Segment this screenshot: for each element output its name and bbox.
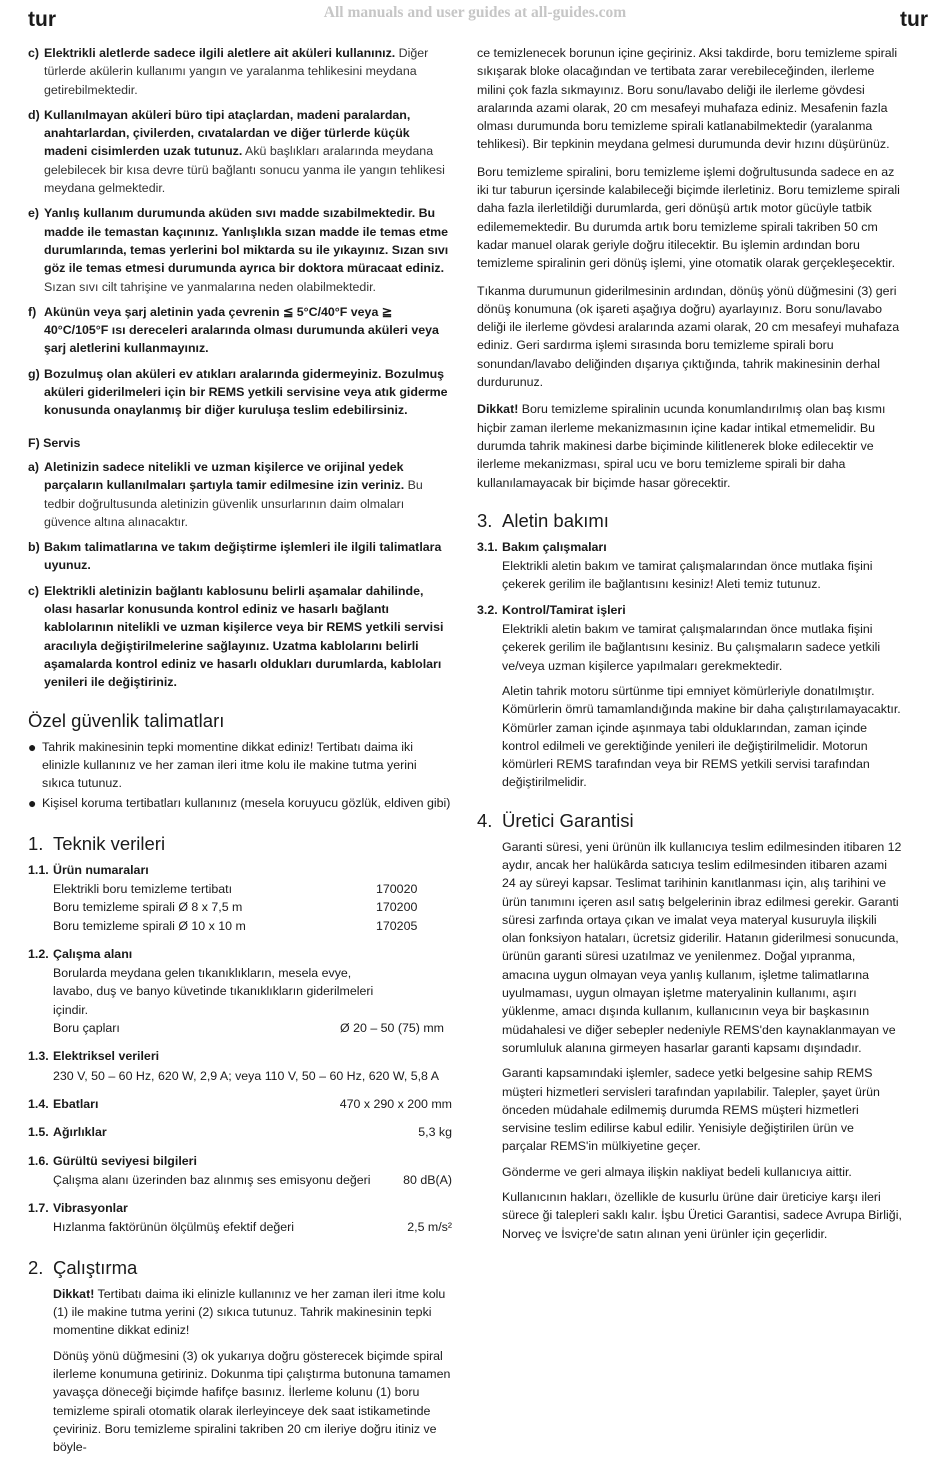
operation-paragraph: Tıkanma durumunun giderilmesinin ardından, dönüş yönü düğmesini (3) geri dönüş konumuna (ok işareti aşağıya doğru) ayarlayınız. Boru sonu/lavabo deliği ile ilerleme gövdesi aralarında azami olarak, 20 cm mesafeyi muhafaza ediniz. Geri sardırma işlemi sırasında boru temizleme spirali boru sonundan/lavabo deliğinden dışarıya çıktığında, tahrik makinesinin derhal durdurunuz. <box>477 283 900 390</box>
service-list <box>28 458 452 692</box>
item-letter: c) <box>28 583 40 598</box>
safety-bullet: ● Tahrik makinesinin tepki momentine dikkat ediniz! Tertibatı daima iki elinizle kullanınız ve her zaman ileri itme kolu ile makine tutma yerini sıkıca tutunuz. <box>28 738 452 793</box>
operation-paragraph: Dönüş yönü düğmesini (3) ok yukarıya doğru gösterecek biçimde spiral ilerleme konumuna getiriniz. Dokunma tipi çalıştırma butonuna tamamen yavaşça döneceği biçimde hafifçe basınız. İlerleme kolunu (1) boru temizleme spirali otomatik olarak ilerleyinceye dek saat istikametinde çeviriniz. Boru temizleme spiralini takriben 20 cm ileriye doğru itiniz ve böyle- <box>53 1348 451 1455</box>
product-numbers-heading: 1.1. Ürün numaraları <box>28 862 149 877</box>
maintenance-heading: 3. Aletin bakımı <box>477 509 609 531</box>
product-row: Elektrikli boru temizleme tertibatı 170020 <box>53 881 418 896</box>
service-heading: F) Servis <box>28 435 81 450</box>
dimensions-row: 1.4. Ebatları 470 x 290 x 200 mm <box>28 1096 452 1111</box>
item-normal-text: Akü başlıkları aralarında meydana gelebilecek bir kısa devre türü bağlantı sonucu yanma ile yangın tehlikesi meydana gelmektedir. <box>44 144 445 196</box>
instruction-item <box>28 303 452 358</box>
instruction-item <box>28 582 452 692</box>
item-bold-text: Elektrikli aletlerde sadece ilgili aletlere ait aküleri kullanınız. <box>44 46 396 60</box>
item-bold-text: Kullanılmayan aküleri büro tipi ataçlardan, madeni paralardan, anahtarlardan, çivilerden, cıvatalardan ve diğer türlerde küçük madeni cisimlerden uzak tutunuz. <box>44 107 411 159</box>
work-area-heading: 1.2. Çalışma alanı <box>28 946 133 961</box>
right-column <box>477 44 902 1250</box>
operation-paragraph: Boru temizleme spiralini, boru temizleme işlemi doğrultusunda sadece en az iki tur taburun içersinde kalabileceği biçimde ilerletiniz. Boru temizleme spirali daha fazla ilerletildiği durumlarda, geri dönüşü artık motor gücüyle tatbik edilememektedir. Bu durumda artık boru temizleme spirali takriben 50 cm kadar manuel olarak geriyle doğru itilecektir. Bu işlemin ardından boru temizleme spiralinin geri dönüş işlemi, yine otomatik olarak gerçekleşecektir. <box>477 164 900 271</box>
instruction-item <box>28 538 452 575</box>
item-bold-text: Akünün veya şarj aletinin yada çevrenin ≦ 5°C/40°F veya ≧ 40°C/105°F ısı dereceleri aralarında olması durumunda aküleri veya şarj aletlerini kullanmayınız. <box>44 304 439 356</box>
operation-paragraph: Dikkat! Boru temizleme spiralinin ucunda konumlandırılmış olan baş kısmı hiçbir zaman ilerleme mekanizmasının içine kadar intikal etmemelidir. Bu durumda tahrik makinesi darbe biçiminde kilitlenerek bloke edilecektir ve ilerleme mekanizması, spiral ucu ve boru temizleme spirali bir daha kullanılamayacak bir biçimde hasar görecektir. <box>477 402 886 490</box>
instruction-item <box>28 365 452 420</box>
item-normal-text: Sızan sıvı cilt tahrişine ve yanmalarına neden olabilmektedir. <box>44 279 376 294</box>
tech-heading: 1. Teknik verileri <box>28 832 166 854</box>
item-letter: a) <box>28 459 40 474</box>
item-bold-text: Bozulmuş olan aküleri ev atıkları aralarında gidermeyiniz. Bozulmuş aküleri giderilmeleri için bir REMS yetkili servisine veya atık giderme konusunda onaylanmış bir diğer kuruluşa teslim edebilirsiniz. <box>44 366 448 418</box>
operation-paragraph: ce temizlenecek borunun içine geçiriniz. Aksi takdirde, boru temizleme spirali sıkışarak bloke olacağından ve tertibata zarar verebileceğinden, ilerleme milini çok fazla sıkmayınız. Boru sonu/lavabo deliği ile ilerleme gövdesi aralarında azami olarak, 20 cm mesafeyi muhafaza ediniz. Mesafenin fazla olması durumunda boru temizleme spirali katlanabilmektedir (yaralanma tehlikesi). Bir tepkinin meydana gelmesi durumunda devir hızını düşürünüz. <box>477 46 898 152</box>
item-normal-text: Diğer türlerde akülerin kullanımı yangın ve yaralanma tehlikesini meydana getirebilmektedir. <box>44 46 429 97</box>
operation-paragraph: Dikkat! Tertibatı daima iki elinizle kullanınız ve her zaman ileri itme kolu (1) ile makine tutma yerini (2) sıkıca tutunuz. Tahrik makinesinin tepki momentine dikkat ediniz! <box>53 1286 446 1338</box>
warranty-paragraph: Garanti süresi, yeni ürünün ilk kullanıcıya teslim edilmesinden itibaren 12 aydır, ancak her halükârda satıcıya teslim edilmesinden itibaren azami 24 ay süreyi kapsar. Teslimat tarihinin kanıtlanması için, alış tarihini ve ürün tanımını içeren asıl satış belgelerinin ibraz edilmesi gerekir. Garanti süresi zarfında ortaya çıkan ve imalat veya materyal kusuruyla ilişkili olan fonksiyon hataları, ücretsiz giderilir. Hatanın giderilmesi sonucunda, ürünün garanti süresi uzatılmaz ve yenilenmez. Doğal yıpranma, amacına uygun olmayan veya yanlış kullanım, işletme talimatlarına uyulmaması, uygun olmayan işletme materyalinin kullanımı, aşırı yüklenme, amacı dışında kullanım, kullanıcının veya bir başkasının müdahalesi ve diğer sebepler nedeniyle REMS'den kaynaklanmayan ve sorumluluk alanına girmeyen hasarlar garanti kapsamı dışındadır. <box>502 839 902 1055</box>
maintenance-work-heading: 3.1. Bakım çalışmaları <box>477 539 607 554</box>
warranty-paragraph: Gönderme ve geri almaya ilişkin nakliyat bedeli kullanıcıya aittir. <box>502 1164 852 1179</box>
item-bold-text: Elektrikli aletinizin bağlantı kablosunu belirli aşamalar dahilinde, olası hasarlar konusunda kontrol ediniz ve hasarlı bağlantı kablolarının nitelikli ve uzman kişilerce veya bir REMS yetkili servisi aracılıyla değiştirilmelerine sağlayınız. Uzatma kablolarını belirli aşamalarda kontrol ediniz ve hasarlı oldukları durumlarda, kabloları yenileri ile değiştiriniz. <box>44 583 444 690</box>
item-bold-text: Yanlış kullanım durumunda aküden sıvı madde sızabilmektedir. Bu madde ile temastan kaçınınız. Yanlışlıkla sızan madde ile temas etme durumlarında, temas yerlerini bol miktarda su ile yıkayınız. Sızan sıvı göz ile temas etmesi durumunda ayrıca bir doktora müracaat ediniz. <box>44 206 449 276</box>
bullet-icon: ● <box>28 795 37 812</box>
safety-bullet: ● Kişisel koruma tertibatları kullanınız (mesela koruyucu gözlük, eldiven gibi) <box>28 795 451 812</box>
work-area-text: Borularda meydana gelen tıkanıklıkların, mesela evye, lavabo, duş ve banyo küvetinde tıkanıklıkların giderilmeleri içindir. <box>53 966 374 1017</box>
left-column <box>28 44 452 1463</box>
vibration-heading: 1.7. Vibrasyonlar <box>28 1201 128 1216</box>
maintenance-text: Elektrikli aletin bakım ve tamirat çalışmalarından önce mutlaka fişini çekerek gerilim ile bağlantısını kesiniz! Aleti temiz tutunuz. <box>502 559 873 592</box>
inspection-heading: 3.2. Kontrol/Tamirat işleri <box>477 602 626 617</box>
product-row: Boru temizleme spirali Ø 10 x 10 m 170205 <box>53 918 418 933</box>
item-letter: e) <box>28 206 40 221</box>
header-left-lang: tur <box>28 8 56 31</box>
safety-heading: Özel güvenlik talimatları <box>28 709 225 731</box>
vibration-row: Hızlanma faktörünün ölçülmüş efektif değeri 2,5 m/s² <box>53 1220 452 1235</box>
warranty-paragraph: Garanti kapsamındaki işlemler, sadece yetki belgesine sahip REMS müşteri hizmetleri servisleri tarafından yapılabilir. Talepler, şayet ürün önceden müdahale edilmemiş durumda REMS müşteri hizmetleri servisine teslim edilirse kabul edilir. Yenisiyle değiştirilen ürün ve parçalar REMS'in mülkiyetine geçer. <box>502 1066 880 1154</box>
product-row: Boru temizleme spirali Ø 8 x 7,5 m 170200 <box>53 900 418 915</box>
bullet-icon: ● <box>28 738 37 755</box>
warranty-heading: 4. Üretici Garantisi <box>477 809 634 831</box>
operation-heading: 2. Çalıştırma <box>28 1256 138 1278</box>
weight-row: 1.5. Ağırlıklar 5,3 kg <box>28 1125 452 1140</box>
item-normal-text: Bu tedbir doğrultusunda aletinizin güvenlik unsurlarının daim olmaları güvence altına alınacaktır. <box>44 478 423 529</box>
instruction-item <box>28 204 452 295</box>
warranty-paragraph: Kullanıcının hakları, özellikle de kusurlu ürüne dair üreticiye karşı ileri sürece ği talepleri saklı kalır. İşbu Üretici Garantisi, sadece Avrupa Birliği, Norveç ve İsviçre'de satın alınan yeni ürünler için geçerlidir. <box>502 1190 902 1241</box>
noise-heading: 1.6. Gürültü seviyesi bilgileri <box>28 1153 197 1168</box>
instruction-item <box>28 458 452 531</box>
electrical-text: 230 V, 50 – 60 Hz, 620 W, 2,9 A; veya 110 V, 50 – 60 Hz, 620 W, 5,8 A <box>53 1068 439 1083</box>
electrical-heading: 1.3. Elektriksel verileri <box>28 1049 160 1064</box>
item-bold-text: Bakım talimatlarına ve takım değiştirme işlemleri ile ilgili talimatlara uyunuz. <box>44 540 442 573</box>
inspection-text: Elektrikli aletin bakım ve tamirat çalışmalarından önce mutlaka fişini çekerek gerilim ile bağlantısını kesiniz. Bu çalışmaların sadece yetkili ve/veya uzman kişilerce yapılmaları gerekmektedir. <box>502 622 881 673</box>
item-letter: d) <box>28 107 40 122</box>
noise-row: Çalışma alanı üzerinden baz alınmış ses emisyonu değeri 80 dB(A) <box>53 1172 452 1187</box>
item-letter: c) <box>28 46 40 60</box>
item-letter: b) <box>28 540 40 555</box>
item-letter: f) <box>28 304 37 319</box>
watermark: All manuals and user guides at all-guides.com <box>323 4 627 21</box>
instruction-item <box>28 106 452 197</box>
battery-safety-list <box>28 44 452 420</box>
header-right-lang: tur <box>900 8 928 31</box>
item-letter: g) <box>28 366 40 381</box>
pipe-diameter-row: Boru çapları Ø 20 – 50 (75) mm <box>53 1021 444 1036</box>
instruction-item <box>28 44 452 99</box>
inspection-text: Aletin tahrik motoru sürtünme tipi emniyet kömürleriyle donatılmıştır. Kömürlerin ömrü tamamlandığında makine bir daha çalıştırılamayacaktır. Kömürler zaman içinde aşınmaya tabi olduklarından, zaman içinde kontrol edilmeli ve gerektiğinde yenileri ile değiştirilmelidir. Motorun kömürleri REMS tarafından veya bir REMS yetkili servisi tarafından değiştirilmelidir. <box>502 683 901 790</box>
item-bold-text: Aletinizin sadece nitelikli ve uzman kişilerce ve orijinal yedek parçaların kullanılmaları şartıyla tamir edilmesine izin veriniz. <box>44 459 405 493</box>
